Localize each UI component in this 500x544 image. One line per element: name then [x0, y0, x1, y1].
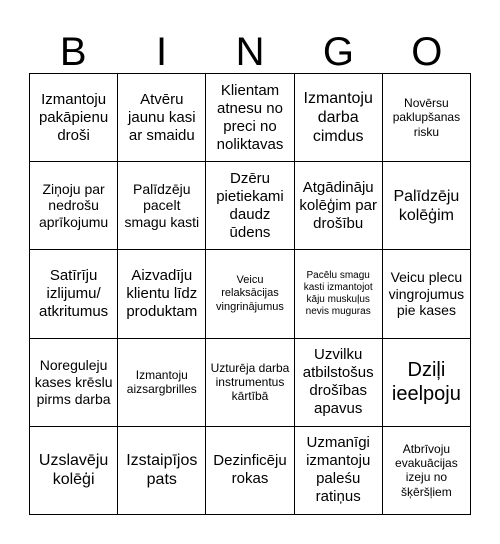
bingo-cell[interactable]: Dezinficēju rokas	[206, 427, 294, 515]
header-letter-i: I	[156, 30, 168, 74]
bingo-cell[interactable]: Uzturēja darba instrumentus kārtībā	[206, 339, 294, 427]
bingo-cell[interactable]: Veicu relaksācijas vingrinājumus	[206, 250, 294, 338]
bingo-cell[interactable]: Izmantoju darba cimdus	[295, 74, 383, 162]
bingo-cell[interactable]: Palīdzēju pacelt smagu kasti	[118, 162, 206, 250]
bingo-cell[interactable]: Atbrīvoju evakuācijas izeju no šķēršļiem	[383, 427, 471, 515]
bingo-cell[interactable]: Noreguleju kases krēslu pirms darba	[30, 339, 118, 427]
bingo-cell[interactable]: Atgādināju kolēģim par drošību	[295, 162, 383, 250]
bingo-cell[interactable]: Pacēlu smagu kasti izmantojot kāju muskuļus nevis muguras	[295, 250, 383, 338]
bingo-grid	[29, 73, 471, 515]
bingo-cell[interactable]: Palīdzēju kolēģim	[383, 162, 471, 250]
bingo-cell[interactable]: Aizvadīju klientu līdz produktam	[118, 250, 206, 338]
bingo-cell[interactable]: Izmantoju aizsargbrilles	[118, 339, 206, 427]
bingo-cell[interactable]: Atvēru jaunu kasi ar smaidu	[118, 74, 206, 162]
bingo-cell[interactable]: Satīrīju izlijumu/ atkritumus	[30, 250, 118, 338]
bingo-cell[interactable]: Klientam atnesu no preci no noliktavas	[206, 74, 294, 162]
bingo-cell[interactable]: Novērsu paklupšanas risku	[383, 74, 471, 162]
bingo-cell[interactable]: Dzēru pietiekami daudz ūdens	[206, 162, 294, 250]
header-letter-o: O	[411, 30, 443, 74]
bingo-cell[interactable]: Veicu plecu vingrojumus pie kases	[383, 250, 471, 338]
header-letter-g: G	[322, 30, 354, 74]
bingo-cell[interactable]: Ziņoju par nedrošu aprīkojumu	[30, 162, 118, 250]
bingo-cell[interactable]: Uzslavēju kolēģi	[30, 427, 118, 515]
bingo-cell[interactable]: Izstaipījos pats	[118, 427, 206, 515]
bingo-cell[interactable]: Izmantoju pakāpienu droši	[30, 74, 118, 162]
bingo-cell[interactable]: Uzmanīgi izmantoju paleśu ratiņus	[295, 427, 383, 515]
header-letter-n: N	[235, 30, 265, 74]
bingo-cell[interactable]: Uzvilku atbilstošus drošības apavus	[295, 339, 383, 427]
bingo-cell[interactable]: Dziļi ieelpoju	[383, 339, 471, 427]
header-letter-b: B	[59, 30, 87, 74]
